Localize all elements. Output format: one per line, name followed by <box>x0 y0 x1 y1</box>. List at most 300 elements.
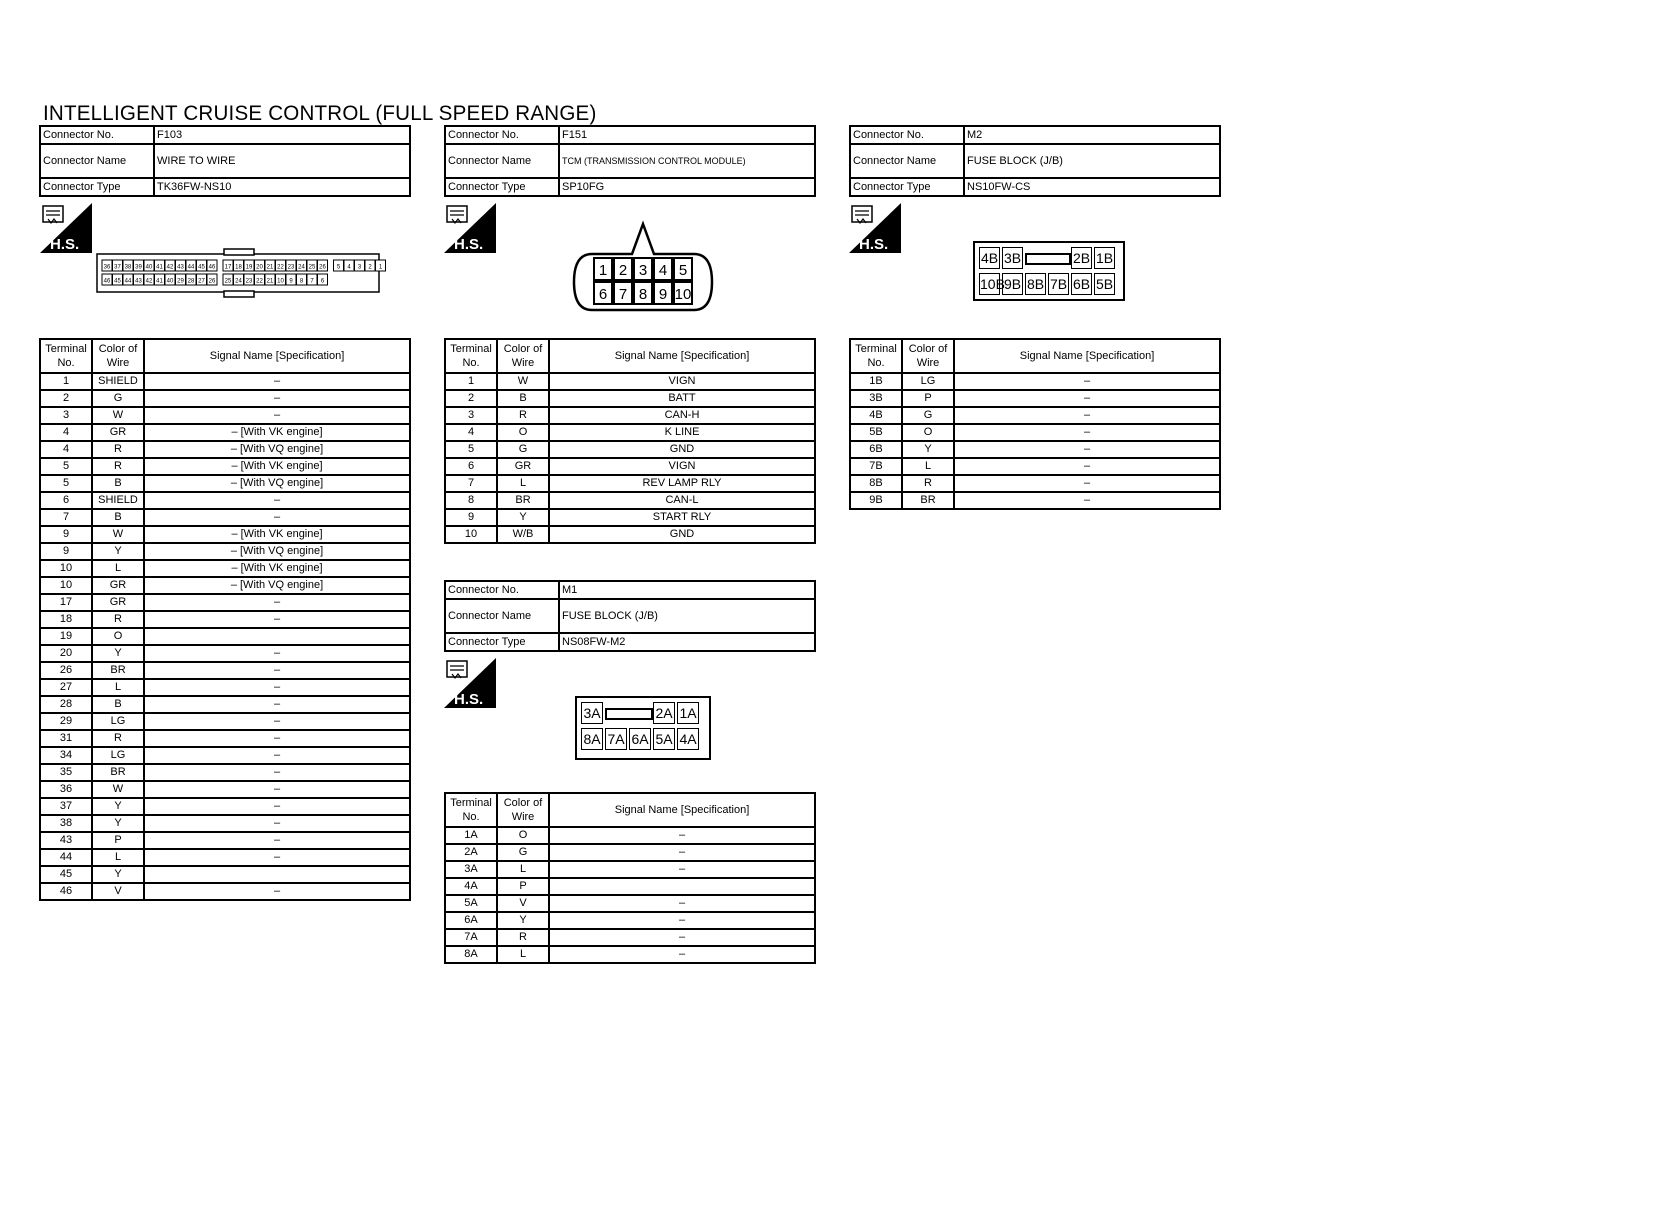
terminal-no-cell: 8B <box>850 475 902 492</box>
wire-color-cell: O <box>92 628 144 645</box>
wire-color-cell: BR <box>902 492 954 509</box>
wire-color-cell: L <box>497 946 549 963</box>
wire-color-cell: SHIELD <box>92 373 144 390</box>
terminal-no-cell: 19 <box>40 628 92 645</box>
m2-terminal-table-wrap <box>849 338 1221 510</box>
connector-name-label: Connector Name <box>445 599 559 633</box>
m2-terminal-rows <box>850 373 1220 509</box>
connector-no-value: M2 <box>964 126 1220 144</box>
signal-name-cell: – <box>144 373 410 390</box>
terminal-no-cell: 2A <box>445 844 497 861</box>
connector-pin-label: 41 <box>156 264 163 271</box>
wire-color-cell: R <box>497 407 549 424</box>
terminal-no-cell: 38 <box>40 815 92 832</box>
connector-pin-label: 27 <box>198 278 205 285</box>
connector-pin: 2B <box>1071 247 1092 269</box>
wire-color-cell: G <box>497 441 549 458</box>
terminal-no-cell: 27 <box>40 679 92 696</box>
wire-color-cell: Y <box>92 798 144 815</box>
signal-name-cell: – <box>144 883 410 900</box>
connector-type-value: NS10FW-CS <box>964 178 1220 196</box>
signal-name-cell: – <box>144 662 410 679</box>
wire-color-cell: R <box>92 458 144 475</box>
signal-name-header: Signal Name [Specification] <box>549 339 815 373</box>
terminal-no-cell: 29 <box>40 713 92 730</box>
table-row <box>445 912 815 929</box>
table-row <box>445 424 815 441</box>
table-row <box>40 679 410 696</box>
wire-color-cell: W <box>497 373 549 390</box>
table-row <box>40 509 410 526</box>
wire-color-cell: B <box>92 696 144 713</box>
terminal-no-cell: 43 <box>40 832 92 849</box>
connector-pin-label: 22 <box>256 278 263 285</box>
connector-info-table <box>39 125 411 197</box>
connector-pin-label: 24 <box>235 278 242 285</box>
color-of-wire-header: Color of Wire <box>497 793 549 827</box>
connector-pin-label: 6 <box>320 278 325 285</box>
hs-label: H.S. <box>454 691 484 708</box>
wire-color-cell: GR <box>92 577 144 594</box>
connector-pin-label: 7 <box>310 278 314 285</box>
signal-name-cell: – <box>954 458 1220 475</box>
connector-pin: 9B <box>1002 273 1023 295</box>
connector-name-label: Connector Name <box>850 144 964 178</box>
terminal-no-cell: 9 <box>40 526 92 543</box>
harness-side-icon <box>444 203 496 253</box>
signal-name-cell: – <box>549 844 815 861</box>
harness-side-icon <box>849 203 901 253</box>
wire-color-cell: Y <box>92 866 144 883</box>
connector-pin-label: 3 <box>638 262 648 279</box>
connector-pin-label: 28 <box>187 278 195 285</box>
connector-pin: 1A <box>677 702 699 724</box>
terminal-no-cell: 28 <box>40 696 92 713</box>
signal-name-cell: – <box>954 492 1220 509</box>
wire-color-cell: R <box>92 441 144 458</box>
connector-pin-label: 44 <box>187 264 195 271</box>
signal-name-cell: GND <box>549 526 815 543</box>
connector-no-label: Connector No. <box>850 126 964 144</box>
m2-connector-diagram <box>973 241 1125 301</box>
connector-pin-label: 8 <box>299 278 304 285</box>
terminal-no-cell: 45 <box>40 866 92 883</box>
signal-name-cell: – <box>954 407 1220 424</box>
connector-pin-label: 9 <box>658 286 668 303</box>
connector-pin: 7A <box>605 728 627 750</box>
table-row <box>850 373 1220 390</box>
wire-color-cell: Y <box>92 815 144 832</box>
color-of-wire-header: Color of Wire <box>497 339 549 373</box>
connector-pin: 3B <box>1002 247 1023 269</box>
connector-pin-label: 21 <box>266 264 274 271</box>
table-row <box>40 730 410 747</box>
connector-name-label: Connector Name <box>445 144 559 178</box>
connector-pin-label: 23 <box>245 278 253 285</box>
table-row <box>40 373 410 390</box>
f151-terminal-rows <box>445 373 815 543</box>
connector-pin-label: 10 <box>277 278 284 285</box>
signal-name-cell: – <box>144 594 410 611</box>
connector-pin-label: 20 <box>256 264 263 271</box>
table-row <box>445 844 815 861</box>
terminal-no-cell: 10 <box>40 577 92 594</box>
wire-color-cell: L <box>92 679 144 696</box>
signal-name-cell: – <box>144 611 410 628</box>
connector-type-value: TK36FW-NS10 <box>154 178 410 196</box>
terminal-no-cell: 18 <box>40 611 92 628</box>
table-row <box>445 441 815 458</box>
signal-name-cell: – [With VQ engine] <box>144 475 410 492</box>
terminal-no-header: Terminal No. <box>445 339 497 373</box>
table-row <box>40 424 410 441</box>
terminal-no-cell: 34 <box>40 747 92 764</box>
connector-pin: 2A <box>653 702 675 724</box>
terminal-no-cell: 2 <box>445 390 497 407</box>
wire-color-cell: L <box>902 458 954 475</box>
color-of-wire-header: Color of Wire <box>92 339 144 373</box>
signal-name-cell: – <box>954 475 1220 492</box>
terminal-no-cell: 4 <box>445 424 497 441</box>
terminal-no-cell: 7 <box>40 509 92 526</box>
page-title: INTELLIGENT CRUISE CONTROL (FULL SPEED RANGE) <box>43 102 597 125</box>
connector-f103 <box>39 125 411 197</box>
terminal-no-cell: 5 <box>40 458 92 475</box>
terminal-no-cell: 5A <box>445 895 497 912</box>
connector-info-table <box>444 125 816 197</box>
terminal-no-cell: 9 <box>40 543 92 560</box>
table-row <box>850 390 1220 407</box>
connector-pin-label: 39 <box>135 264 142 271</box>
table-row <box>445 458 815 475</box>
signal-name-cell: – [With VQ engine] <box>144 543 410 560</box>
signal-name-cell: CAN-H <box>549 407 815 424</box>
f151-terminal-table-wrap <box>444 338 816 544</box>
table-row <box>40 526 410 543</box>
connector-pin-label: 45 <box>114 278 121 285</box>
table-row <box>445 946 815 963</box>
signal-name-cell: – <box>954 441 1220 458</box>
signal-name-cell: – <box>144 832 410 849</box>
signal-name-cell: – [With VK engine] <box>144 424 410 441</box>
table-row <box>445 827 815 844</box>
hs-label: H.S. <box>50 236 80 253</box>
signal-name-cell: – <box>144 696 410 713</box>
connector-pin-label: 2 <box>618 262 628 279</box>
wire-color-cell: BR <box>497 492 549 509</box>
connector-pin: 8A <box>581 728 603 750</box>
connector-pin: 7B <box>1048 273 1069 295</box>
terminal-no-cell: 3 <box>40 407 92 424</box>
terminal-no-header: Terminal No. <box>40 339 92 373</box>
connector-pin-label: 45 <box>198 264 205 271</box>
wire-color-cell: W <box>92 407 144 424</box>
table-row <box>40 764 410 781</box>
table-row <box>40 747 410 764</box>
signal-name-cell: – <box>144 407 410 424</box>
wire-color-cell: Y <box>92 543 144 560</box>
signal-name-cell: K LINE <box>549 424 815 441</box>
table-row <box>445 475 815 492</box>
signal-name-cell: – <box>144 815 410 832</box>
table-row <box>850 492 1220 509</box>
terminal-no-cell: 6 <box>445 458 497 475</box>
wire-color-cell: GR <box>92 424 144 441</box>
signal-name-cell: GND <box>549 441 815 458</box>
signal-name-cell: CAN-L <box>549 492 815 509</box>
connector-key-slot <box>605 708 653 720</box>
connector-pin-label: 7 <box>618 286 628 303</box>
connector-f151 <box>444 125 816 197</box>
connector-pin-label: 46 <box>103 278 111 285</box>
connector-name-label: Connector Name <box>40 144 154 178</box>
f151-terminal-table <box>444 338 816 544</box>
signal-name-cell: – <box>144 492 410 509</box>
terminal-no-cell: 9 <box>445 509 497 526</box>
wire-color-cell: L <box>497 861 549 878</box>
wire-color-cell: L <box>497 475 549 492</box>
wire-color-cell: GR <box>92 594 144 611</box>
table-row <box>40 560 410 577</box>
terminal-no-header: Terminal No. <box>850 339 902 373</box>
terminal-no-cell: 5 <box>445 441 497 458</box>
table-row <box>40 866 410 883</box>
terminal-no-cell: 46 <box>40 883 92 900</box>
connector-pin-label: 3 <box>357 264 362 271</box>
signal-name-cell: – <box>144 679 410 696</box>
harness-side-icon <box>40 203 92 253</box>
f151-connector-diagram <box>572 220 714 312</box>
signal-name-header: Signal Name [Specification] <box>954 339 1220 373</box>
connector-pin-label: 44 <box>124 278 132 285</box>
signal-name-cell: – [With VQ engine] <box>144 577 410 594</box>
connector-pin-label: 36 <box>103 264 111 271</box>
signal-name-cell: VIGN <box>549 458 815 475</box>
table-row <box>40 815 410 832</box>
m1-terminal-table <box>444 792 816 964</box>
wire-color-cell: W <box>92 526 144 543</box>
m1-terminal-table-wrap <box>444 792 816 964</box>
m1-terminal-rows <box>445 827 815 963</box>
signal-name-cell: – <box>549 895 815 912</box>
connector-pin-label: 6 <box>598 286 608 303</box>
connector-pin-label: 42 <box>166 264 174 271</box>
wire-color-cell: Y <box>497 509 549 526</box>
connector-name-value: WIRE TO WIRE <box>154 144 410 178</box>
wire-color-cell: SHIELD <box>92 492 144 509</box>
connector-no-value: F103 <box>154 126 410 144</box>
terminal-no-cell: 1 <box>445 373 497 390</box>
terminal-no-cell: 5 <box>40 475 92 492</box>
f103-connector-diagram <box>96 248 381 298</box>
terminal-no-cell: 17 <box>40 594 92 611</box>
connector-type-label: Connector Type <box>40 178 154 196</box>
connector-pin-label: 37 <box>114 264 121 271</box>
connector-pin-label: 1 <box>378 264 383 271</box>
terminal-no-cell: 2 <box>40 390 92 407</box>
wire-color-cell: W <box>92 781 144 798</box>
connector-pin: 6A <box>629 728 651 750</box>
wire-color-cell: O <box>497 827 549 844</box>
terminal-no-cell: 4A <box>445 878 497 895</box>
connector-key-slot <box>1025 253 1071 265</box>
connector-no-label: Connector No. <box>40 126 154 144</box>
table-row <box>40 458 410 475</box>
signal-name-cell: – <box>144 849 410 866</box>
table-row <box>40 849 410 866</box>
wire-color-cell: Y <box>497 912 549 929</box>
wire-color-cell: Y <box>92 645 144 662</box>
connector-type-label: Connector Type <box>850 178 964 196</box>
table-row <box>40 832 410 849</box>
table-row <box>850 441 1220 458</box>
table-row <box>40 594 410 611</box>
table-row <box>40 441 410 458</box>
wire-color-cell: L <box>92 560 144 577</box>
connector-no-value: M1 <box>559 581 815 599</box>
terminal-no-cell: 7 <box>445 475 497 492</box>
connector-pin-label: 40 <box>166 278 174 285</box>
signal-name-header: Signal Name [Specification] <box>144 339 410 373</box>
connector-info-table <box>849 125 1221 197</box>
signal-name-cell: – <box>144 509 410 526</box>
table-row <box>40 611 410 628</box>
connector-pin-label: 8 <box>638 286 648 303</box>
table-row <box>850 475 1220 492</box>
table-row <box>445 407 815 424</box>
terminal-no-cell: 9B <box>850 492 902 509</box>
connector-pin-label: 40 <box>145 264 153 271</box>
wire-color-cell: LG <box>902 373 954 390</box>
connector-type-value: SP10FG <box>559 178 815 196</box>
signal-name-cell: – <box>144 390 410 407</box>
wire-color-cell: V <box>497 895 549 912</box>
wire-color-cell: Y <box>902 441 954 458</box>
connector-pin-label: 5 <box>336 264 341 271</box>
connector-pin-label: 25 <box>224 278 232 285</box>
wire-color-cell: G <box>902 407 954 424</box>
wire-color-cell: B <box>92 475 144 492</box>
signal-name-header: Signal Name [Specification] <box>549 793 815 827</box>
connector-no-value: F151 <box>559 126 815 144</box>
connector-type-value: NS08FW-M2 <box>559 633 815 651</box>
color-of-wire-header: Color of Wire <box>902 339 954 373</box>
signal-name-cell: – [With VQ engine] <box>144 441 410 458</box>
signal-name-cell: BATT <box>549 390 815 407</box>
table-row <box>445 526 815 543</box>
connector-pin-label: 43 <box>135 278 142 285</box>
signal-name-cell: – <box>144 730 410 747</box>
connector-pin-label: 18 <box>235 264 242 271</box>
signal-name-cell <box>549 878 815 895</box>
terminal-no-cell: 1 <box>40 373 92 390</box>
connector-pin-label: 4 <box>347 264 351 271</box>
terminal-no-cell: 3B <box>850 390 902 407</box>
terminal-no-cell: 6 <box>40 492 92 509</box>
signal-name-cell: – <box>954 373 1220 390</box>
table-row <box>40 577 410 594</box>
connector-pin: 3A <box>581 702 603 724</box>
signal-name-cell: – <box>549 861 815 878</box>
f103-terminal-rows <box>40 373 410 900</box>
wire-color-cell: L <box>92 849 144 866</box>
connector-pin-label: 4 <box>658 262 668 279</box>
connector-pin-label: 25 <box>308 264 316 271</box>
connector-m2 <box>849 125 1221 197</box>
terminal-no-cell: 6A <box>445 912 497 929</box>
terminal-no-cell: 4B <box>850 407 902 424</box>
harness-side-icon <box>444 658 496 708</box>
connector-pin-label: 23 <box>287 264 295 271</box>
connector-pin-label: 38 <box>124 264 132 271</box>
table-row <box>445 878 815 895</box>
terminal-no-cell: 44 <box>40 849 92 866</box>
table-row <box>40 645 410 662</box>
wire-color-cell: P <box>92 832 144 849</box>
wire-color-cell: R <box>902 475 954 492</box>
terminal-no-cell: 4 <box>40 424 92 441</box>
signal-name-cell: – [With VK engine] <box>144 526 410 543</box>
wire-color-cell: G <box>92 390 144 407</box>
terminal-no-cell: 10 <box>40 560 92 577</box>
hs-label: H.S. <box>454 236 484 253</box>
connector-pin: 10B <box>979 273 1000 295</box>
connector-pin: 4A <box>677 728 699 750</box>
connector-type-label: Connector Type <box>445 178 559 196</box>
table-row <box>40 696 410 713</box>
wire-color-cell: W/B <box>497 526 549 543</box>
m1-connector-diagram <box>575 696 711 760</box>
connector-pin-label: 46 <box>208 264 216 271</box>
signal-name-cell: – <box>144 764 410 781</box>
table-row <box>445 895 815 912</box>
wire-color-cell: R <box>92 730 144 747</box>
table-row <box>445 373 815 390</box>
terminal-no-cell: 35 <box>40 764 92 781</box>
signal-name-cell: – <box>954 424 1220 441</box>
connector-type-label: Connector Type <box>445 633 559 651</box>
connector-pin-label: 9 <box>289 278 293 285</box>
connector-pin-label: 2 <box>368 264 372 271</box>
table-row <box>850 407 1220 424</box>
terminal-no-cell: 26 <box>40 662 92 679</box>
signal-name-cell: – <box>954 390 1220 407</box>
connector-no-label: Connector No. <box>445 581 559 599</box>
terminal-no-cell: 36 <box>40 781 92 798</box>
table-row <box>445 929 815 946</box>
signal-name-cell <box>144 628 410 645</box>
connector-pin-label: 5 <box>678 262 688 279</box>
connector-no-label: Connector No. <box>445 126 559 144</box>
wire-color-cell: BR <box>92 764 144 781</box>
table-row <box>40 713 410 730</box>
terminal-no-cell: 7B <box>850 458 902 475</box>
signal-name-cell: – <box>144 747 410 764</box>
connector-m1 <box>444 580 816 652</box>
connector-name-value: FUSE BLOCK (J/B) <box>964 144 1220 178</box>
connector-pin-label: 22 <box>277 264 284 271</box>
table-row <box>40 390 410 407</box>
connector-pin-label: 26 <box>208 278 216 285</box>
table-row <box>40 883 410 900</box>
connector-name-value: FUSE BLOCK (J/B) <box>559 599 815 633</box>
wire-color-cell: GR <box>497 458 549 475</box>
connector-pin-label: 1 <box>598 262 608 279</box>
f103-terminal-table <box>39 338 411 901</box>
connector-pin: 6B <box>1071 273 1092 295</box>
terminal-no-cell: 37 <box>40 798 92 815</box>
terminal-no-cell: 8 <box>445 492 497 509</box>
